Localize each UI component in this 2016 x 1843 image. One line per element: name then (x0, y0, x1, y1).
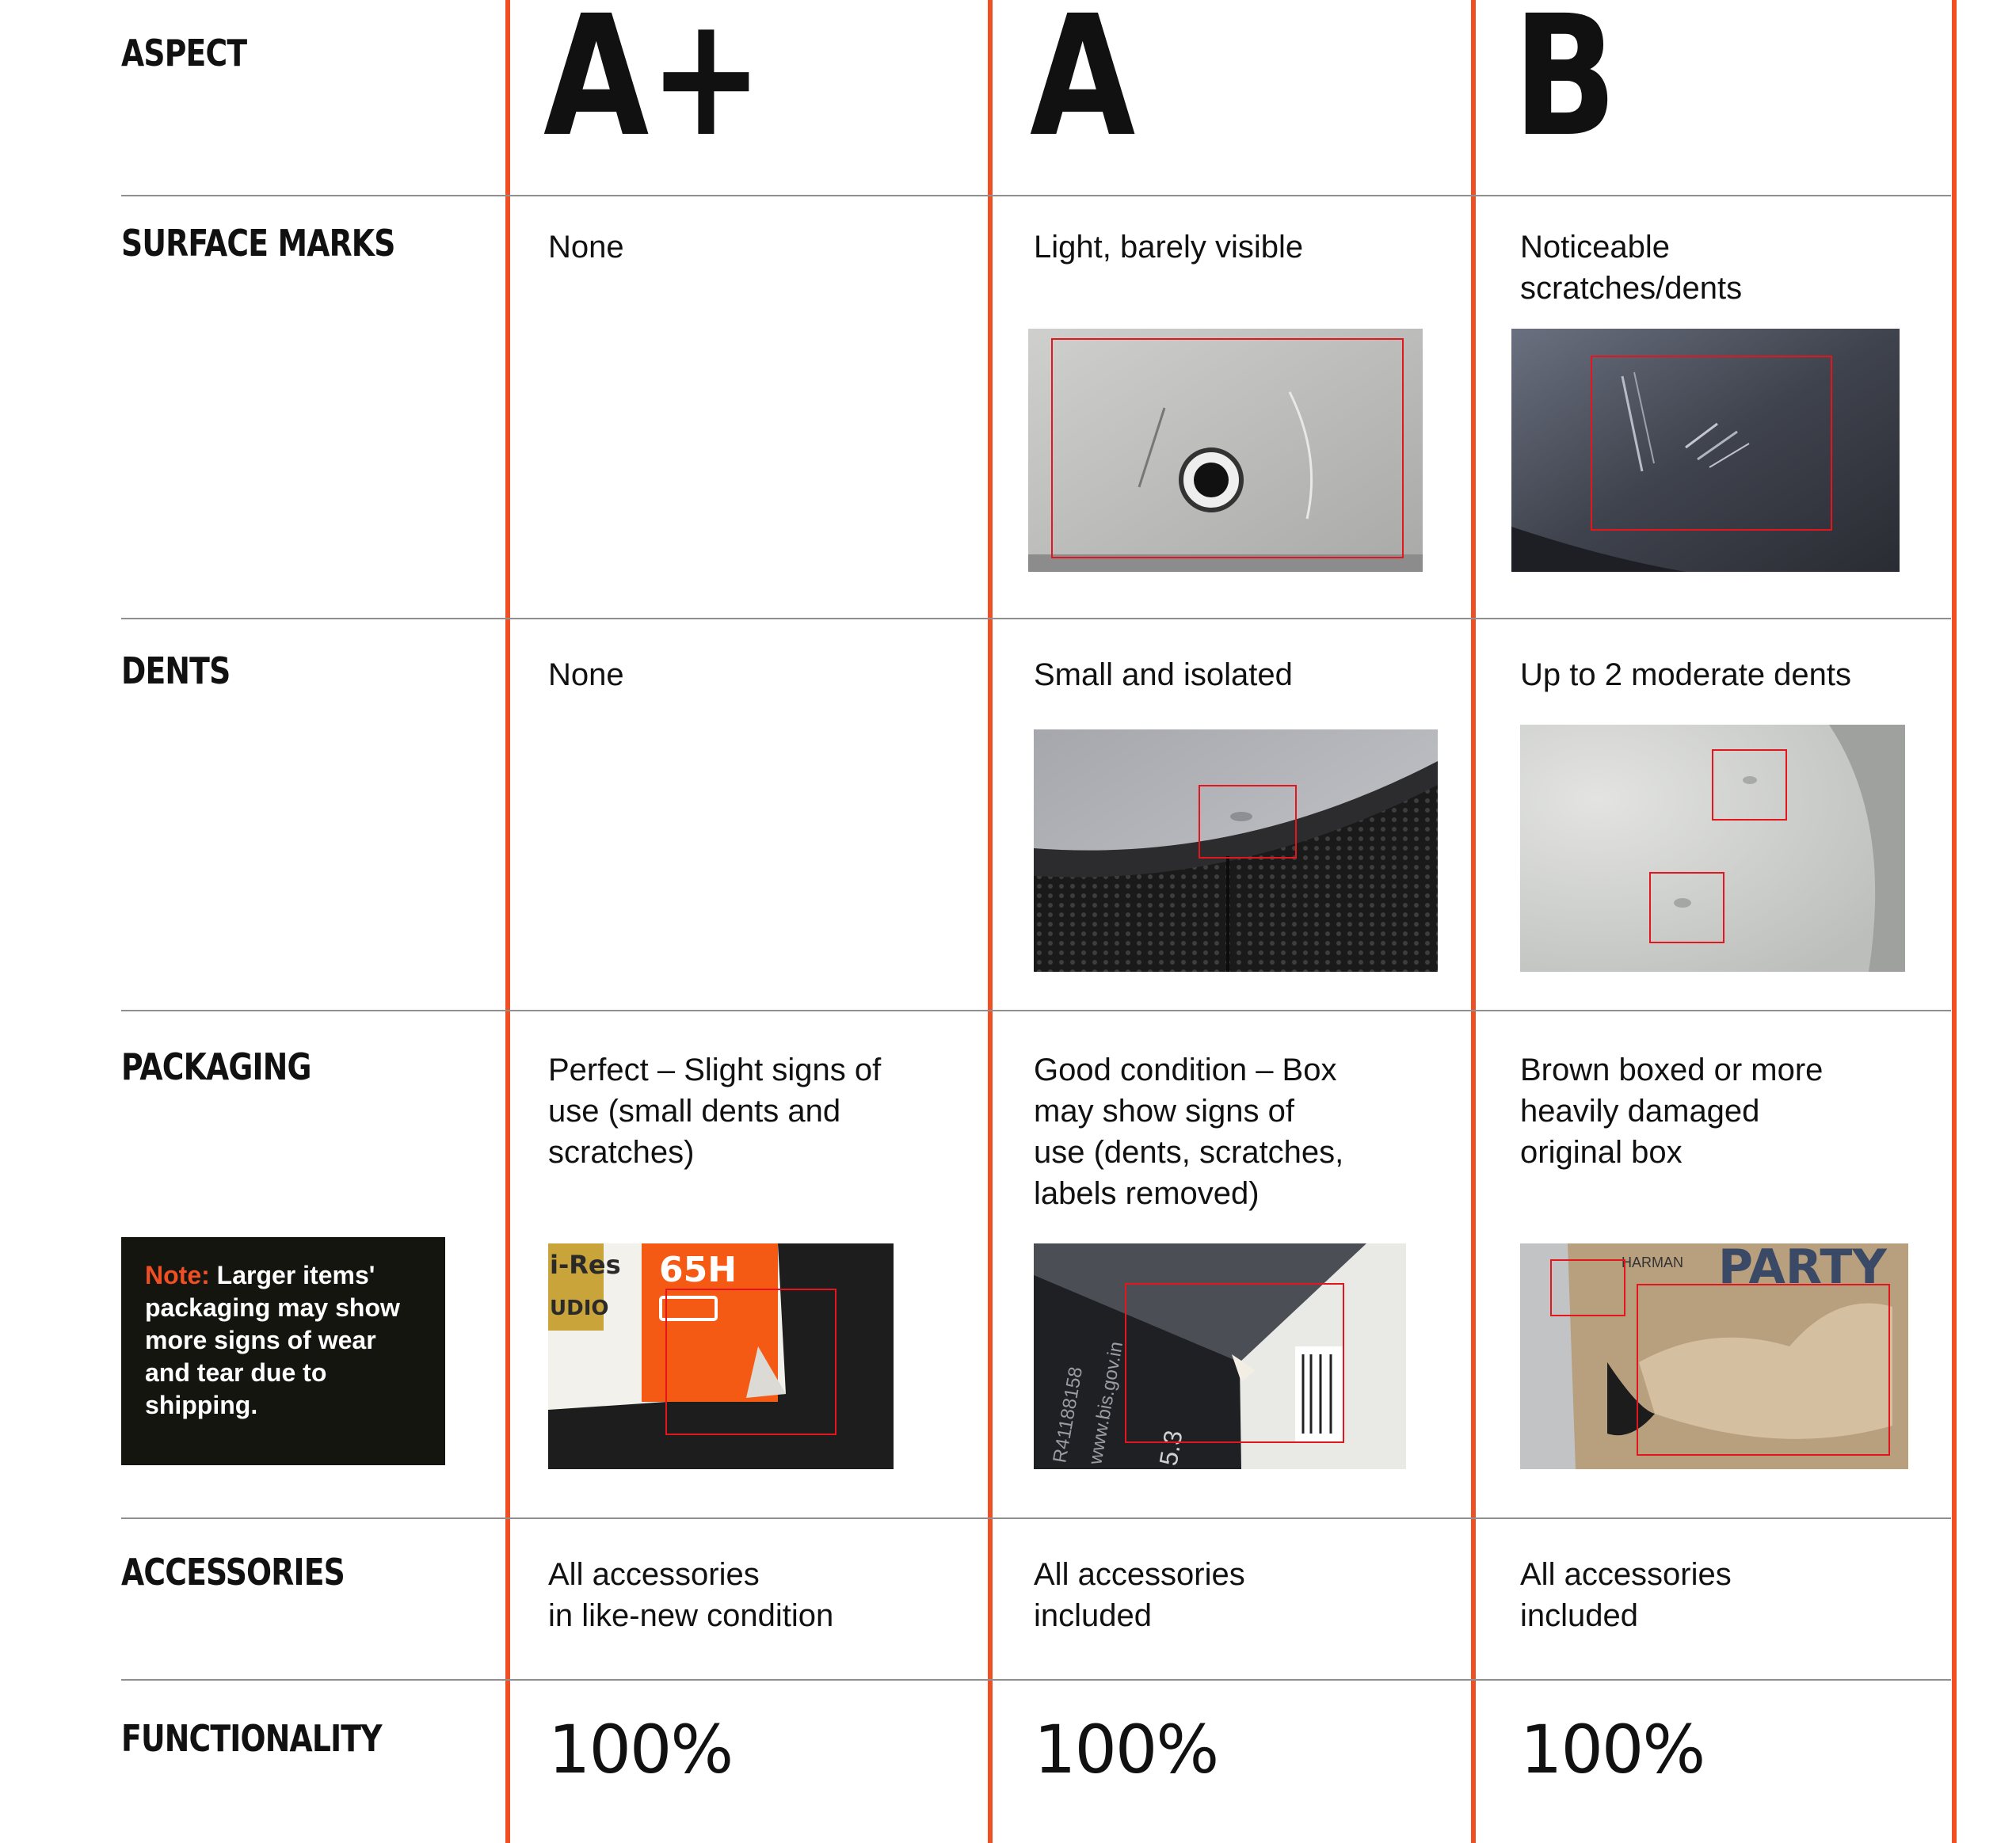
cell-text: scratches/dents (1520, 271, 1743, 306)
column-rule-b (1471, 0, 1476, 1843)
dents-a (1034, 654, 1293, 695)
column-rule-a-plus (505, 0, 510, 1843)
grade-a-plus: A+ (543, 0, 764, 173)
packaging-a (1034, 1049, 1343, 1214)
packaging-highlight-a-plus (665, 1289, 837, 1435)
functionality-a: 100% (1034, 1711, 1218, 1788)
surface-marks-highlight-b (1591, 356, 1832, 531)
cell-text: Light, barely visible (1034, 230, 1304, 265)
surface-marks-b (1520, 227, 1742, 309)
brand-label: HARMAN (1622, 1255, 1684, 1270)
packaging-highlight-a (1125, 1283, 1344, 1443)
note-line: and tear due to (145, 1358, 327, 1387)
note-line (145, 1259, 421, 1292)
packaging-a-plus (548, 1049, 881, 1173)
packaging-label: PACKAGING (121, 1045, 311, 1088)
column-rule-a (988, 0, 993, 1843)
cell-text: original box (1520, 1135, 1683, 1170)
accessories-a-plus (548, 1554, 833, 1636)
hires-label: i-Res (550, 1250, 621, 1280)
row-divider (121, 618, 1951, 619)
cell-text: labels removed) (1034, 1176, 1260, 1211)
cell-text: Brown boxed or more (1520, 1053, 1824, 1087)
dents-highlight-a (1199, 785, 1297, 859)
surface-marks-highlight-a (1051, 338, 1404, 558)
dents-highlight-b-1 (1712, 749, 1787, 821)
surface-marks-label: SURFACE MARKS (121, 222, 395, 265)
packaging-highlight-b-2 (1637, 1284, 1890, 1456)
model-label: 5.3 (1153, 1428, 1188, 1468)
column-rule-end (1952, 0, 1957, 1843)
serial-label: R41188158 (1049, 1365, 1088, 1465)
functionality-a-plus: 100% (548, 1711, 733, 1788)
battery-label: 65H (659, 1250, 737, 1290)
functionality-b: 100% (1520, 1711, 1705, 1788)
row-divider (121, 1010, 1951, 1011)
row-divider (121, 1679, 1951, 1681)
cell-text: scratches) (548, 1135, 695, 1170)
bis-label: www.bis.gov.in (1084, 1339, 1128, 1467)
dents-b (1520, 654, 1851, 695)
cell-text: use (small dents and (548, 1094, 841, 1129)
cell-text: included (1520, 1598, 1639, 1633)
dents-label: DENTS (121, 649, 231, 692)
cell-text: Up to 2 moderate dents (1520, 657, 1852, 692)
accessories-b (1520, 1554, 1732, 1636)
accessories-a (1034, 1554, 1245, 1636)
cell-text: Perfect – Slight signs of (548, 1053, 882, 1087)
note-line: more signs of wear (145, 1326, 376, 1354)
cell-text: Noticeable (1520, 230, 1671, 265)
cell-text: All accessories (1034, 1557, 1245, 1592)
cell-text: may show signs of (1034, 1094, 1295, 1129)
grade-b: B (1513, 0, 1618, 173)
cell-text: None (548, 230, 624, 265)
surface-marks-a (1034, 227, 1303, 268)
cell-text: All accessories (1520, 1557, 1732, 1592)
cell-text: None (548, 657, 624, 692)
packaging-note (121, 1237, 445, 1465)
packaging-b (1520, 1049, 1823, 1173)
aspect-header: ASPECT (121, 32, 247, 74)
note-line: packaging may show (145, 1293, 400, 1322)
cell-text: included (1034, 1598, 1153, 1633)
surface-marks-a-plus (548, 227, 624, 268)
note-prefix: Note: (145, 1261, 210, 1289)
packaging-highlight-b-1 (1550, 1259, 1625, 1316)
dents-highlight-b-2 (1649, 872, 1724, 943)
row-divider (121, 195, 1951, 196)
audio-label: UDIO (550, 1297, 609, 1320)
grade-a: A (1030, 0, 1136, 173)
note-line: shipping. (145, 1391, 258, 1419)
functionality-label: FUNCTIONALITY (121, 1717, 382, 1760)
party-label: PARTY (1718, 1243, 1887, 1295)
cell-text: heavily damaged (1520, 1094, 1760, 1129)
cell-text: in like-new condition (548, 1598, 834, 1633)
accessories-label: ACCESSORIES (121, 1551, 345, 1594)
note-text: Larger items' (209, 1261, 375, 1289)
cell-text: Good condition – Box (1034, 1053, 1337, 1087)
cell-text: use (dents, scratches, (1034, 1135, 1344, 1170)
cell-text: Small and isolated (1034, 657, 1293, 692)
dents-a-plus (548, 654, 624, 695)
cell-text: All accessories (548, 1557, 760, 1592)
row-divider (121, 1517, 1951, 1519)
